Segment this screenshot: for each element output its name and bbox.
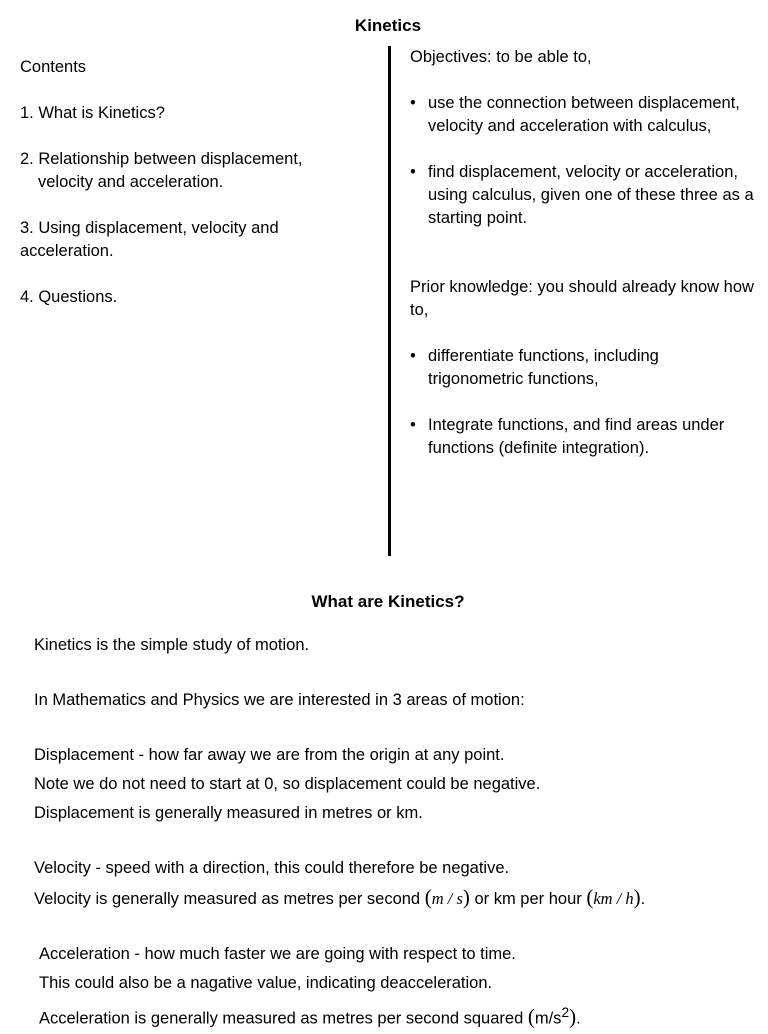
contents-heading: Contents	[20, 58, 87, 76]
objectives-list	[410, 92, 755, 230]
displacement-line: Displacement - how far away we are from the origin at any point.	[34, 746, 505, 764]
intro-text: Kinetics is the simple study of motion.	[34, 636, 310, 654]
contents-column	[20, 56, 360, 309]
contents-item-4: 4. Questions.	[20, 288, 118, 306]
section-body	[34, 631, 754, 1034]
acceleration-line: Acceleration - how much faster we are going with respect to time.	[39, 945, 516, 963]
section-title: What are Kinetics?	[311, 592, 465, 611]
objective-item: • use the connection between displacement, velocity and acceleration with calculus,	[410, 94, 740, 135]
displacement-line: Displacement is generally measured in metres or km.	[34, 804, 423, 822]
page-title: Kinetics	[354, 16, 422, 35]
velocity-line: Velocity - speed with a direction, this could therefore be negative.	[34, 859, 510, 877]
objectives-heading: Objectives: to be able to,	[410, 48, 592, 66]
contents-item-3: 3. Using displacement, velocity and acceleration.	[20, 219, 279, 260]
contents-item-1: 1. What is Kinetics?	[20, 104, 165, 122]
displacement-line: Note we do not need to start at 0, so displacement could be negative.	[34, 775, 541, 793]
bullet-icon: •	[410, 347, 416, 365]
bullet-icon: •	[410, 416, 416, 434]
objectives-column	[410, 46, 755, 483]
objective-item: • find displacement, velocity or acceleration, using calculus, given one of these three as a starting point.	[410, 163, 754, 227]
unit-metres-per-second-squared: m/s	[534, 1009, 562, 1028]
column-divider	[388, 46, 391, 556]
acceleration-units-line: Acceleration is generally measured as metres per second squared $(m/s^2)$.	[39, 1004, 581, 1029]
unit-km-per-hour: km / h	[593, 889, 634, 908]
bullet-icon: •	[410, 94, 416, 112]
unit-exponent: 2	[561, 1005, 570, 1020]
contents-item-2: 2. Relationship between displacement, velocity and acceleration.	[20, 150, 303, 191]
prior-item: • differentiate functions, including trigonometric functions,	[410, 347, 659, 388]
velocity-units-line: Velocity is generally measured as metres per second (m / s) or km per hour (km / h).	[34, 885, 646, 909]
prior-knowledge-list	[410, 345, 755, 460]
bullet-icon: •	[410, 163, 416, 181]
acceleration-line: This could also be a nagative value, indicating deacceleration.	[39, 974, 493, 992]
areas-text: In Mathematics and Physics we are interested in 3 areas of motion:	[34, 691, 525, 709]
prior-item: • Integrate functions, and find areas under functions (definite integration).	[410, 416, 725, 457]
prior-knowledge-heading: Prior knowledge: you should already know how to,	[410, 278, 754, 319]
unit-metres-per-second: m / s	[431, 889, 463, 908]
